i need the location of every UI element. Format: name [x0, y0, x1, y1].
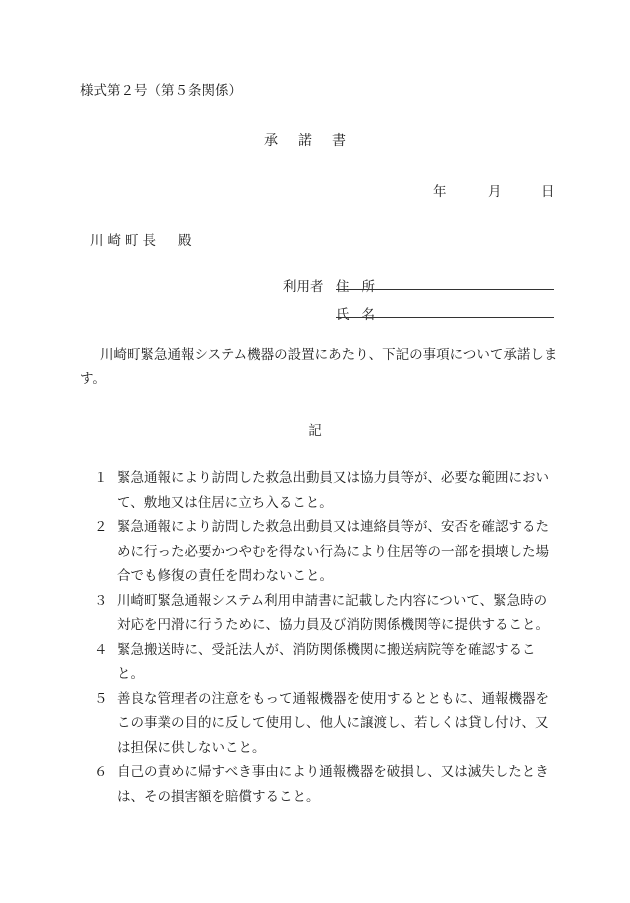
- date-day-label: 日: [541, 184, 555, 200]
- list-item: [92, 687, 558, 761]
- address-label: 住所: [336, 279, 387, 295]
- address-line: [336, 289, 554, 290]
- list-item: [92, 760, 558, 809]
- date-month-label: 月: [488, 184, 502, 200]
- item-text: 川崎町緊急通報システム利用申請書に記載した内容について、緊急時の対応を円滑に行うために、協力員及び消防関係機関等に提供すること。: [117, 592, 549, 633]
- list-item: [92, 515, 558, 589]
- item-text: 緊急搬送時に、受託法人が、消防関係機関に搬送病院等を確認すること。: [117, 641, 536, 682]
- item-text: 善良な管理者の注意をもって通報機器を使用するとともに、通報機器をこの事業の目的に反して使用し、他人に譲渡し、若しくは貸し付け、又は担保に供しないこと。: [117, 690, 549, 756]
- terms-list: [92, 466, 558, 809]
- form-number: 様式第２号（第５条関係）: [80, 83, 242, 99]
- applicant-label: 利用者: [283, 279, 324, 295]
- intro-paragraph: 川崎町緊急通報システム機器の設置にあたり、下記の事項について承諾します。: [80, 347, 558, 387]
- item-number: １: [94, 470, 108, 486]
- addressee-suffix: 殿: [178, 233, 196, 249]
- addressee-name: 川崎町長: [90, 233, 160, 249]
- name-line: [336, 317, 554, 318]
- item-text: 緊急通報により訪問した救急出動員又は協力員等が、必要な範囲において、敷地又は住居に立ち入ること。: [117, 470, 549, 511]
- document-title: 承諾書: [264, 133, 366, 149]
- item-number: ３: [94, 592, 108, 609]
- item-text: 緊急通報により訪問した救急出動員又は連絡員等が、安否を確認するために行った必要かつやむを得ない行為により住居等の一部を損壊した場合でも修復の責任を問わないこと。: [117, 519, 549, 584]
- item-text: 自己の責めに帰すべき事由により通報機器を破損し、又は滅失したときは、その損害額を賠償すること。: [117, 764, 549, 805]
- list-item: [92, 466, 558, 515]
- list-item: [92, 638, 558, 687]
- list-item: [92, 589, 558, 638]
- name-label: 氏名: [336, 307, 387, 323]
- item-number: ５: [94, 690, 108, 707]
- item-number: ６: [94, 764, 108, 780]
- addressee: [90, 229, 196, 249]
- date-year-label: 年: [433, 184, 447, 200]
- item-number: ２: [94, 519, 108, 535]
- ki-heading: 記: [308, 423, 322, 439]
- item-number: ４: [94, 641, 108, 658]
